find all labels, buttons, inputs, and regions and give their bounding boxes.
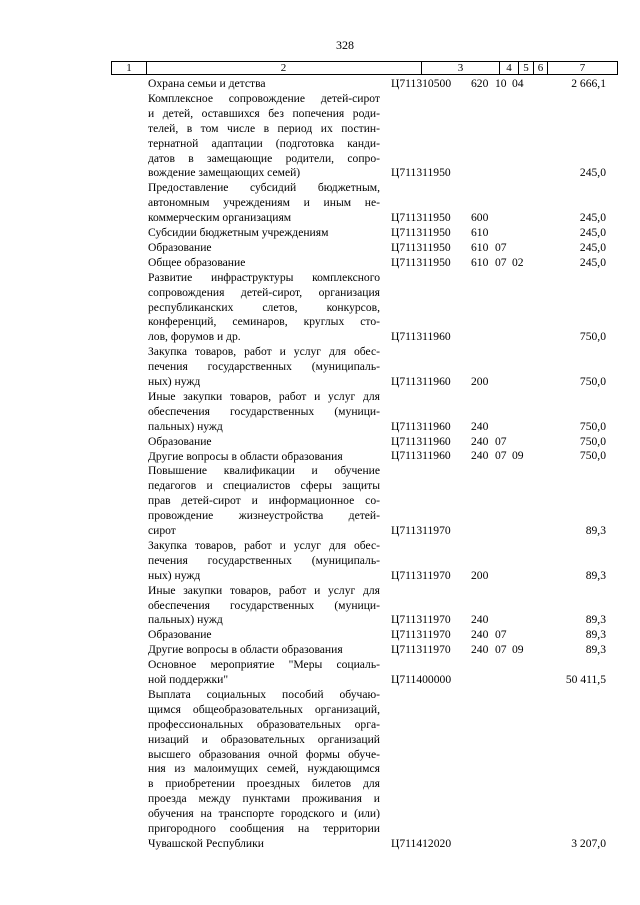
row-col4: 240: [471, 449, 489, 463]
description-line: Иные закупки товаров, работ и услуг для: [148, 583, 380, 597]
row-amount: 750,0: [579, 419, 606, 433]
page-number: 328: [336, 38, 354, 52]
row-col5: 07: [495, 449, 507, 463]
column-header-5: 5: [523, 62, 529, 74]
description-line: лов, форумов и др.: [148, 330, 241, 344]
description-line: Выплата социальных пособий обучаю-: [148, 687, 380, 701]
table-row: [0, 390, 640, 435]
description-line: обучения на транспорте городского и (или): [148, 807, 380, 821]
row-code: Ц711400000: [391, 672, 452, 686]
row-amount: 2 666,1: [571, 76, 606, 90]
row-amount: 245,0: [579, 166, 606, 180]
description-line: Общее образование: [148, 255, 246, 269]
description-line: и детей, оставшихся без попечения роди-: [148, 106, 380, 120]
description-line: педагогов и специалистов сферы защиты: [148, 479, 380, 493]
row-amount: 750,0: [579, 330, 606, 344]
table-header: [111, 61, 618, 75]
row-description: [148, 256, 380, 271]
description-line: республиканских слетов, конкурсов,: [148, 300, 380, 314]
description-line: тернатной адаптации (подготовка канди-: [148, 136, 380, 150]
row-description: [148, 271, 380, 346]
row-description: [148, 241, 380, 256]
row-col5: 10: [495, 76, 507, 90]
row-col4: 610: [471, 255, 489, 269]
row-col4: 200: [471, 568, 489, 582]
description-line: ных) нужд: [148, 375, 201, 388]
row-col4: 200: [471, 374, 489, 388]
row-code: Ц711311970: [391, 568, 451, 582]
description-line: пригородного сообщения на территории: [148, 822, 380, 836]
row-amount: 89,3: [585, 568, 606, 582]
row-code: Ц711412020: [391, 836, 452, 850]
column-header-3: 3: [457, 62, 464, 74]
row-code: Ц711311960: [391, 330, 451, 344]
description-line: провождение жизнеустройства детей-: [148, 509, 380, 523]
row-description: [148, 584, 380, 629]
row-col4: 610: [471, 240, 489, 254]
row-amount: 245,0: [579, 240, 606, 254]
description-line: обеспечения государственных (муници-: [148, 598, 380, 612]
row-code: Ц711311970: [391, 523, 451, 537]
table-row: [0, 345, 640, 390]
description-line: проезда между пунктами проживания и: [148, 792, 380, 806]
row-description: [148, 92, 380, 181]
row-code: Ц711311960: [391, 419, 451, 433]
description-line: в приобретении проездных билетов для: [148, 777, 380, 791]
table-row: [0, 464, 640, 539]
row-code: Ц711311970: [391, 643, 451, 657]
description-line: автономным учреждениям и иным не-: [148, 196, 380, 210]
row-amount: 245,0: [579, 225, 606, 239]
table-row: [0, 77, 640, 92]
description-line: высшего образования очной формы обуче-: [148, 747, 380, 761]
row-description: [148, 450, 380, 465]
table-row: [0, 92, 640, 181]
description-line: Основное мероприятие "Меры социаль-: [148, 658, 380, 672]
description-line: ной поддержки": [148, 673, 229, 686]
column-header-1: 1: [126, 62, 132, 74]
description-line: профессиональных образовательных орга-: [148, 717, 380, 731]
description-line: ния из малоимущих семей, нуждающимся: [148, 762, 380, 776]
row-col5: 07: [495, 255, 507, 269]
row-description: [148, 643, 380, 658]
description-line: сирот: [148, 524, 176, 538]
description-line: коммерческим организациям: [148, 211, 292, 225]
row-code: Ц711311950: [391, 255, 451, 269]
description-line: датов в замещающие родители, сопро-: [148, 151, 380, 165]
row-amount: 245,0: [579, 255, 606, 269]
table-row: [0, 226, 640, 241]
row-code: Ц711311960: [391, 449, 451, 463]
row-col4: 240: [471, 628, 489, 642]
row-description: [148, 390, 380, 435]
description-line: прав детей-сирот и информационное со-: [148, 494, 380, 508]
table-row: [0, 658, 640, 688]
row-code: Ц711311950: [391, 225, 451, 239]
row-amount: 750,0: [579, 434, 606, 448]
description-line: вождение замещающих семей): [148, 166, 301, 180]
table-row: [0, 271, 640, 346]
row-code: Ц711311970: [391, 628, 451, 642]
row-amount: 750,0: [579, 374, 606, 388]
table-row: [0, 628, 640, 643]
description-line: Другие вопросы в области образования: [148, 643, 343, 657]
description-line: Другие вопросы в области образования: [148, 449, 343, 463]
row-col5: 07: [495, 643, 507, 657]
row-description: [148, 628, 380, 643]
row-col4: 240: [471, 643, 489, 657]
row-col6: 02: [512, 255, 524, 269]
row-amount: 89,3: [585, 523, 606, 537]
row-amount: 3 207,0: [571, 836, 606, 850]
row-amount: 50 411,5: [565, 672, 606, 686]
description-line: Образование: [148, 628, 212, 642]
row-amount: 89,3: [585, 628, 606, 642]
description-line: Комплексное сопровождение детей-сирот: [148, 91, 380, 105]
description-line: Охрана семьи и детства: [148, 77, 266, 90]
table-row: [0, 450, 640, 465]
row-col5: 07: [495, 240, 507, 254]
description-line: конференций, семинаров, круглых сто-: [148, 315, 380, 329]
row-code: Ц711311950: [391, 211, 451, 225]
row-description: [148, 539, 380, 584]
table-row: [0, 435, 640, 450]
description-line: сопровождения детей-сирот, организация: [148, 285, 380, 299]
row-col5: 07: [495, 628, 507, 642]
row-description: [148, 435, 380, 450]
row-code: Ц711311950: [391, 240, 451, 254]
row-col6: 04: [512, 76, 524, 90]
description-line: Иные закупки товаров, работ и услуг для: [148, 389, 380, 403]
table-row: [0, 688, 640, 852]
description-line: пальных) нужд: [148, 613, 223, 627]
description-line: телей, в том числе в период их постин-: [148, 121, 380, 135]
row-description: [148, 345, 380, 390]
column-header-4: 4: [506, 62, 512, 74]
description-line: Повышение квалификации и обучение: [148, 464, 380, 478]
description-line: Чувашской Республики: [148, 836, 264, 850]
description-line: Образование: [148, 434, 212, 448]
row-description: [148, 226, 380, 241]
row-code: Ц711311960: [391, 434, 451, 448]
row-code: Ц711311970: [391, 613, 451, 627]
row-col6: 09: [512, 643, 524, 657]
description-line: Предоставление субсидий бюджетным,: [148, 181, 380, 195]
row-amount: 750,0: [579, 449, 606, 463]
row-code: Ц711311960: [391, 374, 451, 388]
row-amount: 89,3: [585, 643, 606, 657]
row-col4: 240: [471, 613, 489, 627]
table-row: [0, 241, 640, 256]
row-description: [148, 658, 380, 688]
column-header-2: 2: [280, 62, 287, 74]
row-description: [148, 688, 380, 852]
description-line: обеспечения государственных (муници-: [148, 404, 380, 418]
row-col4: 600: [471, 211, 489, 225]
row-code: Ц711310500: [391, 76, 452, 90]
row-description: [148, 77, 380, 92]
row-col4: 240: [471, 434, 489, 448]
description-line: Закупка товаров, работ и услуг для обес-: [148, 538, 380, 552]
table-row: [0, 256, 640, 271]
table-row: [0, 539, 640, 584]
table-row: [0, 181, 640, 226]
description-line: ных) нужд: [148, 568, 201, 582]
table-row: [0, 643, 640, 658]
description-line: низаций и образовательных организаций: [148, 732, 380, 746]
description-line: печения государственных (муниципаль-: [148, 553, 380, 567]
row-col5: 07: [495, 434, 507, 448]
column-header-7: 7: [579, 62, 586, 74]
row-description: [148, 464, 380, 539]
row-description: [148, 181, 380, 226]
row-amount: 89,3: [585, 613, 606, 627]
column-header-6: 6: [537, 62, 544, 74]
description-line: пальных) нужд: [148, 419, 223, 433]
row-col4: 610: [471, 225, 489, 239]
description-line: щимся общеобразовательных организаций,: [148, 702, 380, 716]
table-row: [0, 584, 640, 629]
row-col4: 240: [471, 419, 489, 433]
description-line: Образование: [148, 240, 212, 254]
row-col4: 620: [471, 76, 489, 90]
row-amount: 245,0: [579, 211, 606, 225]
description-line: печения государственных (муниципаль-: [148, 360, 380, 374]
row-code: Ц711311950: [391, 166, 451, 180]
description-line: Субсидии бюджетным учреждениям: [148, 226, 329, 239]
row-col6: 09: [512, 449, 524, 463]
description-line: Развитие инфраструктуры комплексного: [148, 270, 380, 284]
description-line: Закупка товаров, работ и услуг для обес-: [148, 345, 380, 359]
